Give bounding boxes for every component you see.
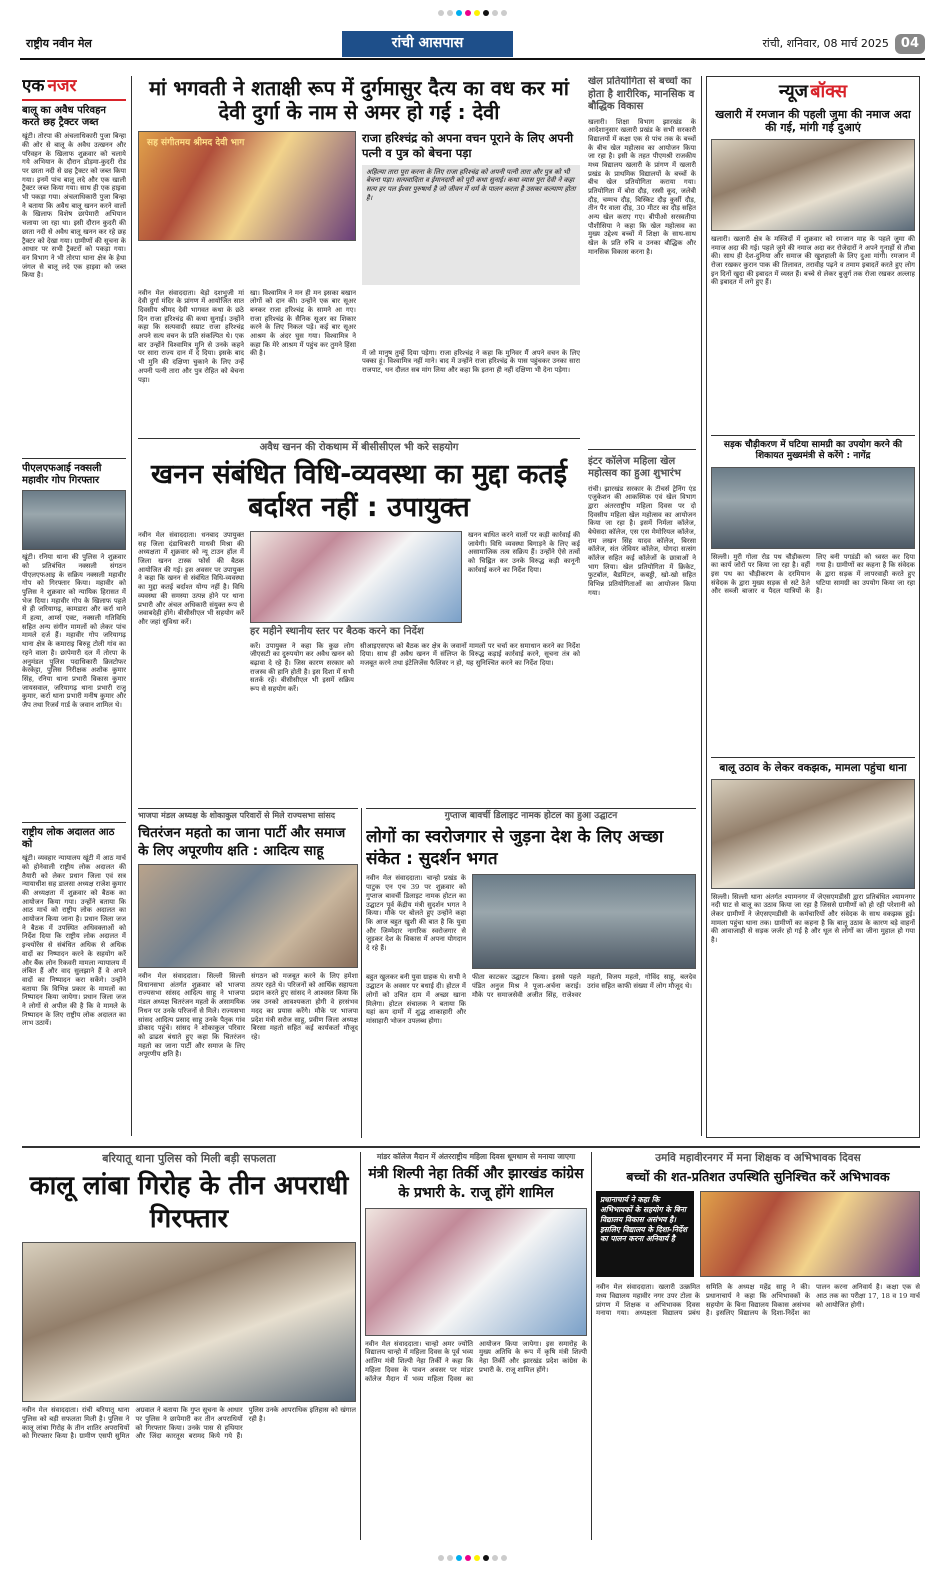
mahila-kicker: मांडर कॉलेज मैदान में अंतरराष्ट्रीय महिला दिवस धूमधाम से मनाया जाएगा	[376, 1152, 576, 1161]
left-story3-body: खूंटी। व्यवहार न्यायालय खूंटी में आठ मार्च को होनेवाली राष्ट्रीय लोक अदालत की तैयारी को लेकर प्रधान जिला एवं सत्र न्यायाधीश सह डालसा अध्यक्ष राजेश कुमार की अध्यक्षता में शुक्रवार को बैठक का आयोजन किया गया। उन्होंने बताया कि आठ मार्च को राष्ट्रीय लोक अदालत का आयोजन किया जाना है। प्रधान जिला जज ने बैठक में उपस्थित अधिवक्ताओं को निर्देश दिया कि राष्ट्रीय लोक अदालत में इन्श्योरेंस से संबंधित अधिक से अधिक वादों का निष्पादन करने के सहयोग करें और बैंक लोन रिकवरी मामला न्यायालय में लंबित हैं और वाद सुलझाने हैं वे अपने वादों का निष्पादन करा सकेंगे। उन्होंने बताया कि विभिन्न प्रकार के मामलों का निष्पादन किया जायेगा। प्रधान जिला जज ने लोगों से अपील की है कि वे मामले के निष्पादन के लिए राष्ट्रीय लोक अदालत का लाभ उठायें।	[22, 854, 126, 1028]
news-label: न्यूज	[778, 81, 809, 102]
news-box-story2-headline: सड़क चौड़ीकरण में घटिया सामग्री का उपयोग करने की शिकायत मुख्यमंत्री से करेंगे : नागेंद्र	[723, 440, 903, 462]
mahila-khel-headline: इंटर कॉलेज महिला खेल महोत्सव का हुआ शुभारंभ	[588, 455, 681, 479]
shikshak-quote: प्रधानाचार्य ने कहा कि अभिभावकों के सहयोग के बिना विद्यालय विकास असंभव है। इसलिए विद्यालय के दिशा-निर्देश का पालन करना अनिवार्य है	[596, 1191, 694, 1277]
page-number: 04	[895, 34, 925, 54]
chitranjan-headline: चितरंजन महतो का जाना पार्टी और समाज के लिए अपूरणीय क्षति : आदित्य साहू	[138, 825, 346, 859]
thana-photo	[711, 779, 915, 889]
khanan-body-col3: सीआइएसएफ को बैठक कर क्षेत्र के जवानों मामलों पर चर्चा कर समाधान करने का निर्देश दिया। साथ ही अवैध खनन में संलिप्त के विरुद्ध कड़ाई कार्रवाई करने, सूचना तंत्र को मजबूत करने तथा इंटेलिजेंस फैलिवर न हो, यह सुनिश्चित करने का निर्देश दिया।	[360, 641, 580, 667]
nazar-label: नजर	[47, 76, 77, 96]
news-box-story3-body: सिल्ली। सिल्ली थाना अंतर्गत श्यामनगर में जेएसएमडीसी द्वारा प्रतिबंधित श्यामनगर नदी घाट से बालू का उठाव किया जा रहा है जिससे ग्रामीणों को हो रही परेशानी को लेकर ग्रामीणों ने जेएसएमडीसी के कर्मचारियों और संवेदक के साथ वकझक हुई। मामला पहुंचा थाना तक। ग्रामीणों का कहना है कि बालू उठाव के कारण बड़े वाहनों की आवाजाही से सड़क जर्जर हो गई है और धूल से लोगों का जीना मुहाल हो गया है।	[711, 892, 915, 945]
bariyatu-kicker: बरियातू थाना पुलिस को मिली बड़ी सफलता	[102, 1152, 276, 1165]
news-box-story2-body: सिल्ली। मुरी गोला रोड पथ चौड़ीकरण का कार्य जोरों पर किया जा रहा है। वहीं इस पथ का चौड़ीकरण के दरमियान संवेदक के द्वारा मुख्य सड़क से सटे ठेले और सब्जी बाजार व पैदल यात्रियों के लिए बनी पगडंडी को ध्वस्त कर दिया गया है। ग्रामीणों का कहना है कि संवेदक के द्वारा सड़क में लापरवाही करते हुए घटिया सामग्री का उपयोग किया जा रहा है।	[711, 552, 915, 596]
khanan-photo	[250, 531, 462, 623]
top-story-photo	[138, 131, 356, 241]
khel-story-body: खलारी। शिक्षा विभाग झारखंड के आदेशानुसार खलारी प्रखंड के सभी सरकारी विद्यालयों में कक्षा एक से पांच तक के बच्चों के बीच खेल महोत्सव का आयोजन किया जा रहा है। इसी के तहत पीएमश्री राजकीय मध्य विद्यालय खलारी के प्रांगण में खलारी प्रखंड के प्राथमिक विद्यालयों के बच्चों के बीच खेल प्रतियोगिता कराया गया। प्रतियोगिता में बोरा दौड़, रस्सी कूद, जलेबी दौड़, चम्मच दौड़, बिस्किट दौड़ कुर्सी दौड़, तीन पैर वाला दौड़, 30 मीटर का दौड़ सहित अन्य खेल कराए गए। बीपीओ सरस्वतीया पौशीसिया ने कहा कि खेल महोत्सव का मुख्य उद्देश्य बच्चों में शिक्षा के साथ-साथ खेल के प्रति रुचि व उनका बौद्धिक और मानसिक विकास करना है।	[588, 117, 696, 256]
news-box-story3-headline: बालू उठाव के लेकर वकझक, मामला पहुंचा थाना	[719, 761, 907, 774]
arrest-photo	[22, 1242, 356, 1402]
mahila-diwas-photo	[365, 1208, 587, 1336]
top-story-quote: अहिल्या तारा पूरा करना के लिए राजा हरिश्चंद्र को अपनी पत्नी तारा और पुत्र को भी बेचना पड़ा। सत्यवादिता व ईमानदारी को पूरी कथा सुनाई। कथा व्यास पुरा देवी ने कहा सत्य हर पल ईश्वर पुरुषार्थ है जो जीवन में धर्म के पालन करता है उसका कल्याण होता है।	[362, 165, 580, 285]
ek-label: एक	[22, 76, 45, 96]
khanan-story	[138, 438, 580, 800]
chitranjan-body-col1: नवीन मेल संवाददाता। सिल्ली सिल्ली विधानसभा अंतर्गत शुक्रवार को भाजपा राज्यसभा सांसद आदित्य साहू ने भाजपा मंडल अध्यक्ष चितरंजन महतो के असामयिक निधन पर उनके परिजनों से मिले। राज्यसभा सांसद आदित्य प्रसाद साहू उनके पैतृक गांव डोकाद पहुंचे। सांसद ने शोकाकुल परिवार को ढाढस बंधाते हुए कहा कि चितरंजन महतो का जाना पार्टी और समाज के लिए अपूरणीय क्षति है।	[138, 972, 245, 1059]
news-box	[706, 76, 920, 1138]
left-story2-body: खूंटी। रनिया थाना की पुलिस ने शुक्रवार को प्रतिबंधित नक्सली संगठन पीएलएफआइ के सक्रिय नक्सली महावीर गोप को गिरफ्तार किया। महावीर को पुलिस ने शुक्रवार को न्यायिक हिरासत में भेज दिया। महावीर गोप के खिलाफ पहले से ही जरियागढ़, कामडारा और कर्रा थाने में हत्या, आर्म्स एक्ट, नक्सली गतिविधि सहित अन्य संगीन मामलों को लेकर पांच मामले दर्ज हैं। महावीर गोप जरियागढ़ थाना क्षेत्र के कमाराइ बिरुहू टोली गांव का रहने वाला है। छापेमारी दल में तोरपा के अनुमंडल पुलिस पदाधिकारी क्रिस्टोफर केरकेट्टा, पुलिस निरीक्षक अशोक कुमार सिंह, रनिया थाना प्रभारी विकास कुमार जायसवाल, जरियागढ़ थाना प्रभारी राजू कुमार, कर्रा थाना प्रभारी मनीष कुमार और जैप तथा रिजर्व गार्ड के जवान शामिल थे।	[22, 553, 126, 709]
bariyatu-body: नवीन मेल संवाददाता। रांची बरियातू थाना पुलिस को बड़ी सफलता मिली है। पुलिस ने कालू लांबा गिरोह के तीन शातिर अपराधियों को गिरफ्तार किया है। ग्रामीण एसपी सुमित अग्रवाल ने बताया कि गुप्त सूचना के आधार पर पुलिस ने छापेमारी कर तीन अपराधियों को गिरफ्तार किया। उनके पास से हथियार और जिंदा कारतूस बरामद किये गये हैं। पुलिस उनके आपराधिक इतिहास को खंगाल रही है।	[22, 1406, 356, 1441]
top-photo-banner-text: सह संगीतमय श्रीमद देवी भाग	[147, 137, 245, 148]
khanan-body-col2: करें। उपायुक्त ने कहा कि कुछ लोग जीएसटी का दुरुपयोग कर अवैध खनन को बढ़ावा दे रहे हैं। जिस कारण सरकार को राजस्व की हानि होती है। इस दिशा में सभी सतर्क रहें। बीसीसीएल भी इसमें सक्रिय रूप से सहयोग करें।	[250, 641, 354, 693]
bariyatu-headline: कालू लांबा गिरोह के तीन अपराधी गिरफ्तार	[29, 1170, 349, 1235]
section-title: रांची आसपास	[342, 31, 514, 57]
top-story	[138, 76, 580, 428]
shikshak-headline: बच्चों की शत-प्रतिशत उपस्थिति सुनिश्चित करें अभिभावक	[626, 1169, 890, 1185]
mahila-headline: मंत्री शिल्पी नेहा तिर्की और झारखंड कांग्रेस के प्रभारी के. राजू होंगे शामिल	[368, 1166, 584, 1201]
guptas-story	[366, 808, 696, 1138]
inauguration-photo	[472, 874, 696, 969]
dateline: रांची, शनिवार, 08 मार्च 2025	[762, 37, 889, 51]
news-box-story1-body: खलारी। खलारी क्षेत्र के मस्जिदों में शुक्रवार को रमजान माह के पहले जुमा की नमाज अदा की गई। पहले जुमे की नमाज अदा कर रोजेदारों ने अपने गुनाहों से तौबा की। साथ ही देश-दुनिया और समाज की खुशहाली के लिए दुआ मांगी। रमजान में रोजा रखकर कुरान पाक की तिलावत, तरावीह पढ़ने व तमाम इबादतें करते हुए लोग इन दिनों खुदा की इबादत में व्यस्त हैं। बच्चे से लेकर बुजुर्ग तक रोजा रखकर अल्लाह की इबादत में लगे हुए हैं।	[711, 235, 915, 287]
parents-meeting-photo	[700, 1191, 920, 1277]
chitranjan-photo	[138, 864, 358, 968]
guptas-body-col2: बहुत खुलकर बनी युवा ग्राहक थे। सभी ने उद्घाटन के अवसर पर बधाई दी। होटल में लोगों को उचित दाम में अच्छा खाना मिलेगा। होटल संचालक ने बताया कि यहां कम दामों में शुद्ध शाकाहारी और मांसाहारी भोजन उपलब्ध होगा।	[366, 973, 466, 1025]
left-story1-headline: बालू का अवैध परिवहन करते छह ट्रैक्टर जब्त	[22, 105, 106, 129]
registration-mark-bar	[30, 8, 915, 18]
paper-name: राष्ट्रीय नवीन मेल	[26, 37, 92, 51]
shikshak-kicker: उमवि महावीरनगर में मना शिक्षक व अभिभावक दिवस	[655, 1152, 861, 1164]
left-story1-body: खूंटी। तोरपा की अंचलाधिकारी पुजा बिन्हा की ओर से बालू के अवैध उत्खनन और परिवहन के खिलाफ शुक्रवार को चलाये गये अभियान के दौरान डोड़मा-कुदरी रोड पर छाता नदी से छह ट्रैक्टर को जब्त किया गया। इनमें पांच बालू लदे और एक खाली ट्रैक्टर जब्त किया गया। साथ ही एक हाइवा भी पकड़ा गया। अंचलाधिकारी पुजा बिन्हा ने बताया कि अवैध बालू खनन करने वालों के खिलाफ विशेष छापेमारी अभियान चलाया जा रहा था। इसी दौरान कुदरी की छाता नदी से अवैध बालू खनन कर रहे छह ट्रैक्टर को देखा गया। ग्रामीणों की सूचना के आधार पर सभी ट्रैक्टरों को पकड़ा गया। वन विभाग ने भी तोरपा थाना क्षेत्र के हेथा जंगल से बालू लदे एक हाइवा को जब्त किया है।	[22, 132, 126, 280]
khanan-body-col4: खनन बाधित करने वालों पर कड़ी कार्रवाई की जायेगी। विधि व्यवस्था बिगाड़ने के लिए कई असामाजिक तत्व सक्रिय हैं। उन्होंने ऐसे तत्वों को चिह्नित कर उनके विरुद्ध कड़ी कानूनी कार्रवाई करने का निर्देश दिया।	[468, 531, 580, 574]
top-story-body-col2: खा। विश्वामित्र ने मन ही मन इसका बखान लोगों को दान की। उन्होंने एक बार सूअर बनकर राजा हरिश्चंद्र के सामने आ गए। राजा हरिश्चंद्र के सैनिक सूअर का शिकार करने के लिए निकल पड़े। कई बार सूअर आश्रम के अंदर घुस गया। विश्वामित्र ने कहा कि मेरे आश्रम में पहुंच कर तुमने हिंसा की है।	[250, 288, 356, 358]
chitranjan-kicker: भाजपा मंडल अध्यक्ष के शोकाकुल परिवारों से मिले राज्यसभा सांसद	[138, 811, 335, 820]
khel-story	[588, 76, 696, 801]
khanan-kicker: अवैध खनन की रोकथाम में बीसीसीएल भी करे सहयोग	[259, 442, 459, 453]
bottom-registration-bar	[30, 1553, 915, 1563]
khel-story-headline: खेल प्रतियोगिता से बच्चों का होता है शारीरिक, मानसिक व बौद्धिक विकास	[588, 76, 695, 112]
mahila-khel-body: रांची। झारखंड सरकार के टीचर्स ट्रेनिंग एंड एजुकेशन की आकस्मिक एवं खेल विभाग द्वारा अंतरराष्ट्रीय महिला दिवस पर दो दिवसीय महिला खेल महोत्सव का आयोजन किया जा रहा है। इसमें निर्मला कॉलेज, बेथेसदा कॉलेज, एस एस मेमोरियल कॉलेज, राम लखन सिंह यादव कॉलेज, बिरसा कॉलेज, संत जेवियर कॉलेज, योगदा सत्संग कॉलेज सहित कई कॉलेजों के छात्राओं ने भाग लिया। खेल प्रतियोगिता में क्रिकेट, फुटबॉल, बैडमिंटन, कबड्डी, खो-खो सहित विभिन्न प्रतियोगिताओं का आयोजन किया गया।	[588, 484, 696, 597]
khanan-headline: खनन संबंधित विधि-व्यवस्था का मुद्दा कतई बर्दाश्त नहीं : उपायुक्त	[151, 458, 567, 524]
left-story2-photo	[22, 490, 126, 550]
ek-nazar-column	[22, 76, 126, 1138]
top-story-subhead: राजा हरिश्चंद्र को अपना वचन पूराने के लिए अपनी पत्नी व पुत्र को बेचना पड़ा	[362, 130, 574, 160]
guptas-body-col3: फीता काटकर उद्घाटन किया। इससे पहले पंडित अनुज मिश्र ने पूजा-अर्चना कराई। मौके पर समाजसेवी अजीत सिंह, राजेश्वर महतो, विजय महतो, गोविंद साहू, बलदेव उरांव सहित काफी संख्या में लोग मौजूद थे।	[472, 973, 696, 999]
chitranjan-body-col2: संगठन को मजबूत करने के लिए हमेशा तत्पर रहते थे। परिजनों को आर्थिक सहायता प्रदान करते हुए सांसद ने आश्वस्त किया कि जब उनको आवश्यकता होगी वे हरसंभव मदद का प्रयास करेंगे। मौके पर भाजपा प्रदेश मंत्री सरोज साहू, प्रवीण जिला अध्यक्ष बिरसा महतो सहित कई कार्यकर्ता मौजूद रहे।	[251, 972, 358, 1041]
top-story-body-col3: में जो मानुष तुम्हें दिया पड़ेगा। राजा हरिश्चंद्र ने कहा कि मुनिवर मैं अपने वचन के लिए पक्का हूं। विश्वामित्र नहीं माने। बाद में उन्होंने राजा हरिश्चंद्र के पास पहुंचकर उनका सारा राजपाट, धन दौलत सब मांग लिया और कहा कि इतना ही नहीं दक्षिणा भी देना पड़ेगा।	[362, 348, 580, 375]
news-box-story1-headline: खलारी में रमजान की पहली जुमा की नमाज अदा की गई, मांगी गई दुआएं	[715, 107, 911, 135]
page-header	[20, 30, 925, 60]
khanan-photo-caption: हर महीने स्थानीय स्तर पर बैठक करने का निर्देश	[250, 626, 424, 637]
left-story3-headline: राष्ट्रीय लोक अदालत आठ को	[22, 827, 115, 851]
shikshak-body: नवीन मेल संवाददाता। खलारी उत्क्रमित मध्य विद्यालय महावीर नगर उपर टोला के प्रांगण में शिक्षक व अभिभावक दिवस मनाया गया। अध्यक्षता विद्यालय प्रबंध समिति के अध्यक्ष महेंद्र साहू ने की। प्रधानाचार्य ने कहा कि अभिभावकों के सहयोग के बिना विद्यालय विकास असंभव है। इसलिए विद्यालय के दिशा-निर्देश का पालन करना अनिवार्य है। कक्षा एक से आठ तक का परीक्षा 17, 18 व 19 मार्च को आयोजित होगी।	[596, 1283, 920, 1318]
guptas-body-col1: नवीन मेल संवाददाता। चान्हो प्रखंड के पाटुक एन एच 39 पर शुक्रवार को गुप्ताज बावर्ची डिलाइट नामक होटल का उद्घाटन पूर्व केंद्रीय मंत्री सुदर्शन भगत ने किया। मौके पर बोलते हुए उन्होंने कहा कि आज बहुत खुशी की बात है कि युवा और जिम्मेदार नागरिक स्वरोजगार से जुड़कर देश के विकास में अपना योगदान दे रहे हैं।	[366, 874, 466, 952]
left-story2-headline: पीएलएफआई नक्सली महावीर गोप गिरफ्तार	[22, 463, 102, 487]
road-photo	[711, 467, 915, 549]
bariyatu-story	[22, 1152, 356, 1542]
mahila-diwas-story	[365, 1152, 587, 1542]
guptas-headline: लोगों का स्वरोजगार से जुड़ना देश के लिए अच्छा संकेत : सुदर्शन भगत	[366, 827, 664, 870]
box-label: बॉक्स	[810, 81, 848, 102]
mahila-body: नवीन मेल संवाददाता। चान्हो अमर ज्योति विद्यालय चान्हो में महिला दिवस के पूर्व भव्य आंतिम मंत्री शिल्पी नेहा तिर्की ने कहा कि महिला दिवस के पावन अवसर पर मांडर कॉलेज मैदान में भव्य महिला दिवस का आयोजन किया जायेगा। इस समारोह के मुख्य अतिथि के रूप में कृषि मंत्री शिल्पी नेहा तिर्की और झारखंड प्रदेश कांग्रेस के प्रभारी के. राजू शामिल होंगे।	[365, 1339, 587, 1383]
shikshak-story	[596, 1152, 920, 1542]
chitranjan-story	[138, 808, 358, 1138]
namaz-photo	[711, 139, 915, 231]
top-story-headline: मां भगवती ने शताक्षी रूप में दुर्गमासुर दैत्य का वध कर मां देवी दुर्गा के नाम से अमर हो गई : देवी	[149, 76, 569, 125]
guptas-kicker: गुप्ताज बावर्ची डिलाइट नामक होटल का हुआ उद्घाटन	[444, 811, 618, 821]
top-story-body-col1: नवीन मेल संवाददाता। बेड़ो दशभुजी मां देवी दुर्गा मंदिर के प्रांगण में आयोजित सात दिवसीय श्रीमद देवी भागवत कथा के छठे दिन राजा हरिश्चंद्र की कथा सुनाई। उन्होंने कहा कि सत्यवादी सम्राट राजा हरिश्चंद्र अपने सत्य वचन के प्रति संकल्पित थे। एक बार उन्होंने विश्वामित्र मुनि से उनके कहने पर सारा राज्य दान में दे दिया। इसके बाद भी मुनि की दक्षिणा चुकाने के लिए उन्हें अपनी पत्नी तारा और पुत्र रोहित को बेचना पड़ा।	[138, 288, 244, 384]
khanan-body-col1: नवीन मेल संवाददाता। धनबाद उपायुक्त सह जिला दंडाधिकारी माधवी मिश्रा की अध्यक्षता में शुक्रवार को न्यू टाउन हॉल में जिला खनन टास्क फोर्स की बैठक आयोजित की गई। इस अवसर पर उपायुक्त ने कहा कि खनन से संबंधित विधि-व्यवस्था का मुद्दा कतई बर्दाश्त योग्य नहीं है। विधि व्यवस्था की समस्या उत्पन्न होने पर थाना प्रभारी और अंचल अधिकारी संयुक्त रूप से जवाबदेही होंगे। बीसीसीएल भी सहयोग करें और जहां सुविधा करें।	[138, 531, 244, 626]
